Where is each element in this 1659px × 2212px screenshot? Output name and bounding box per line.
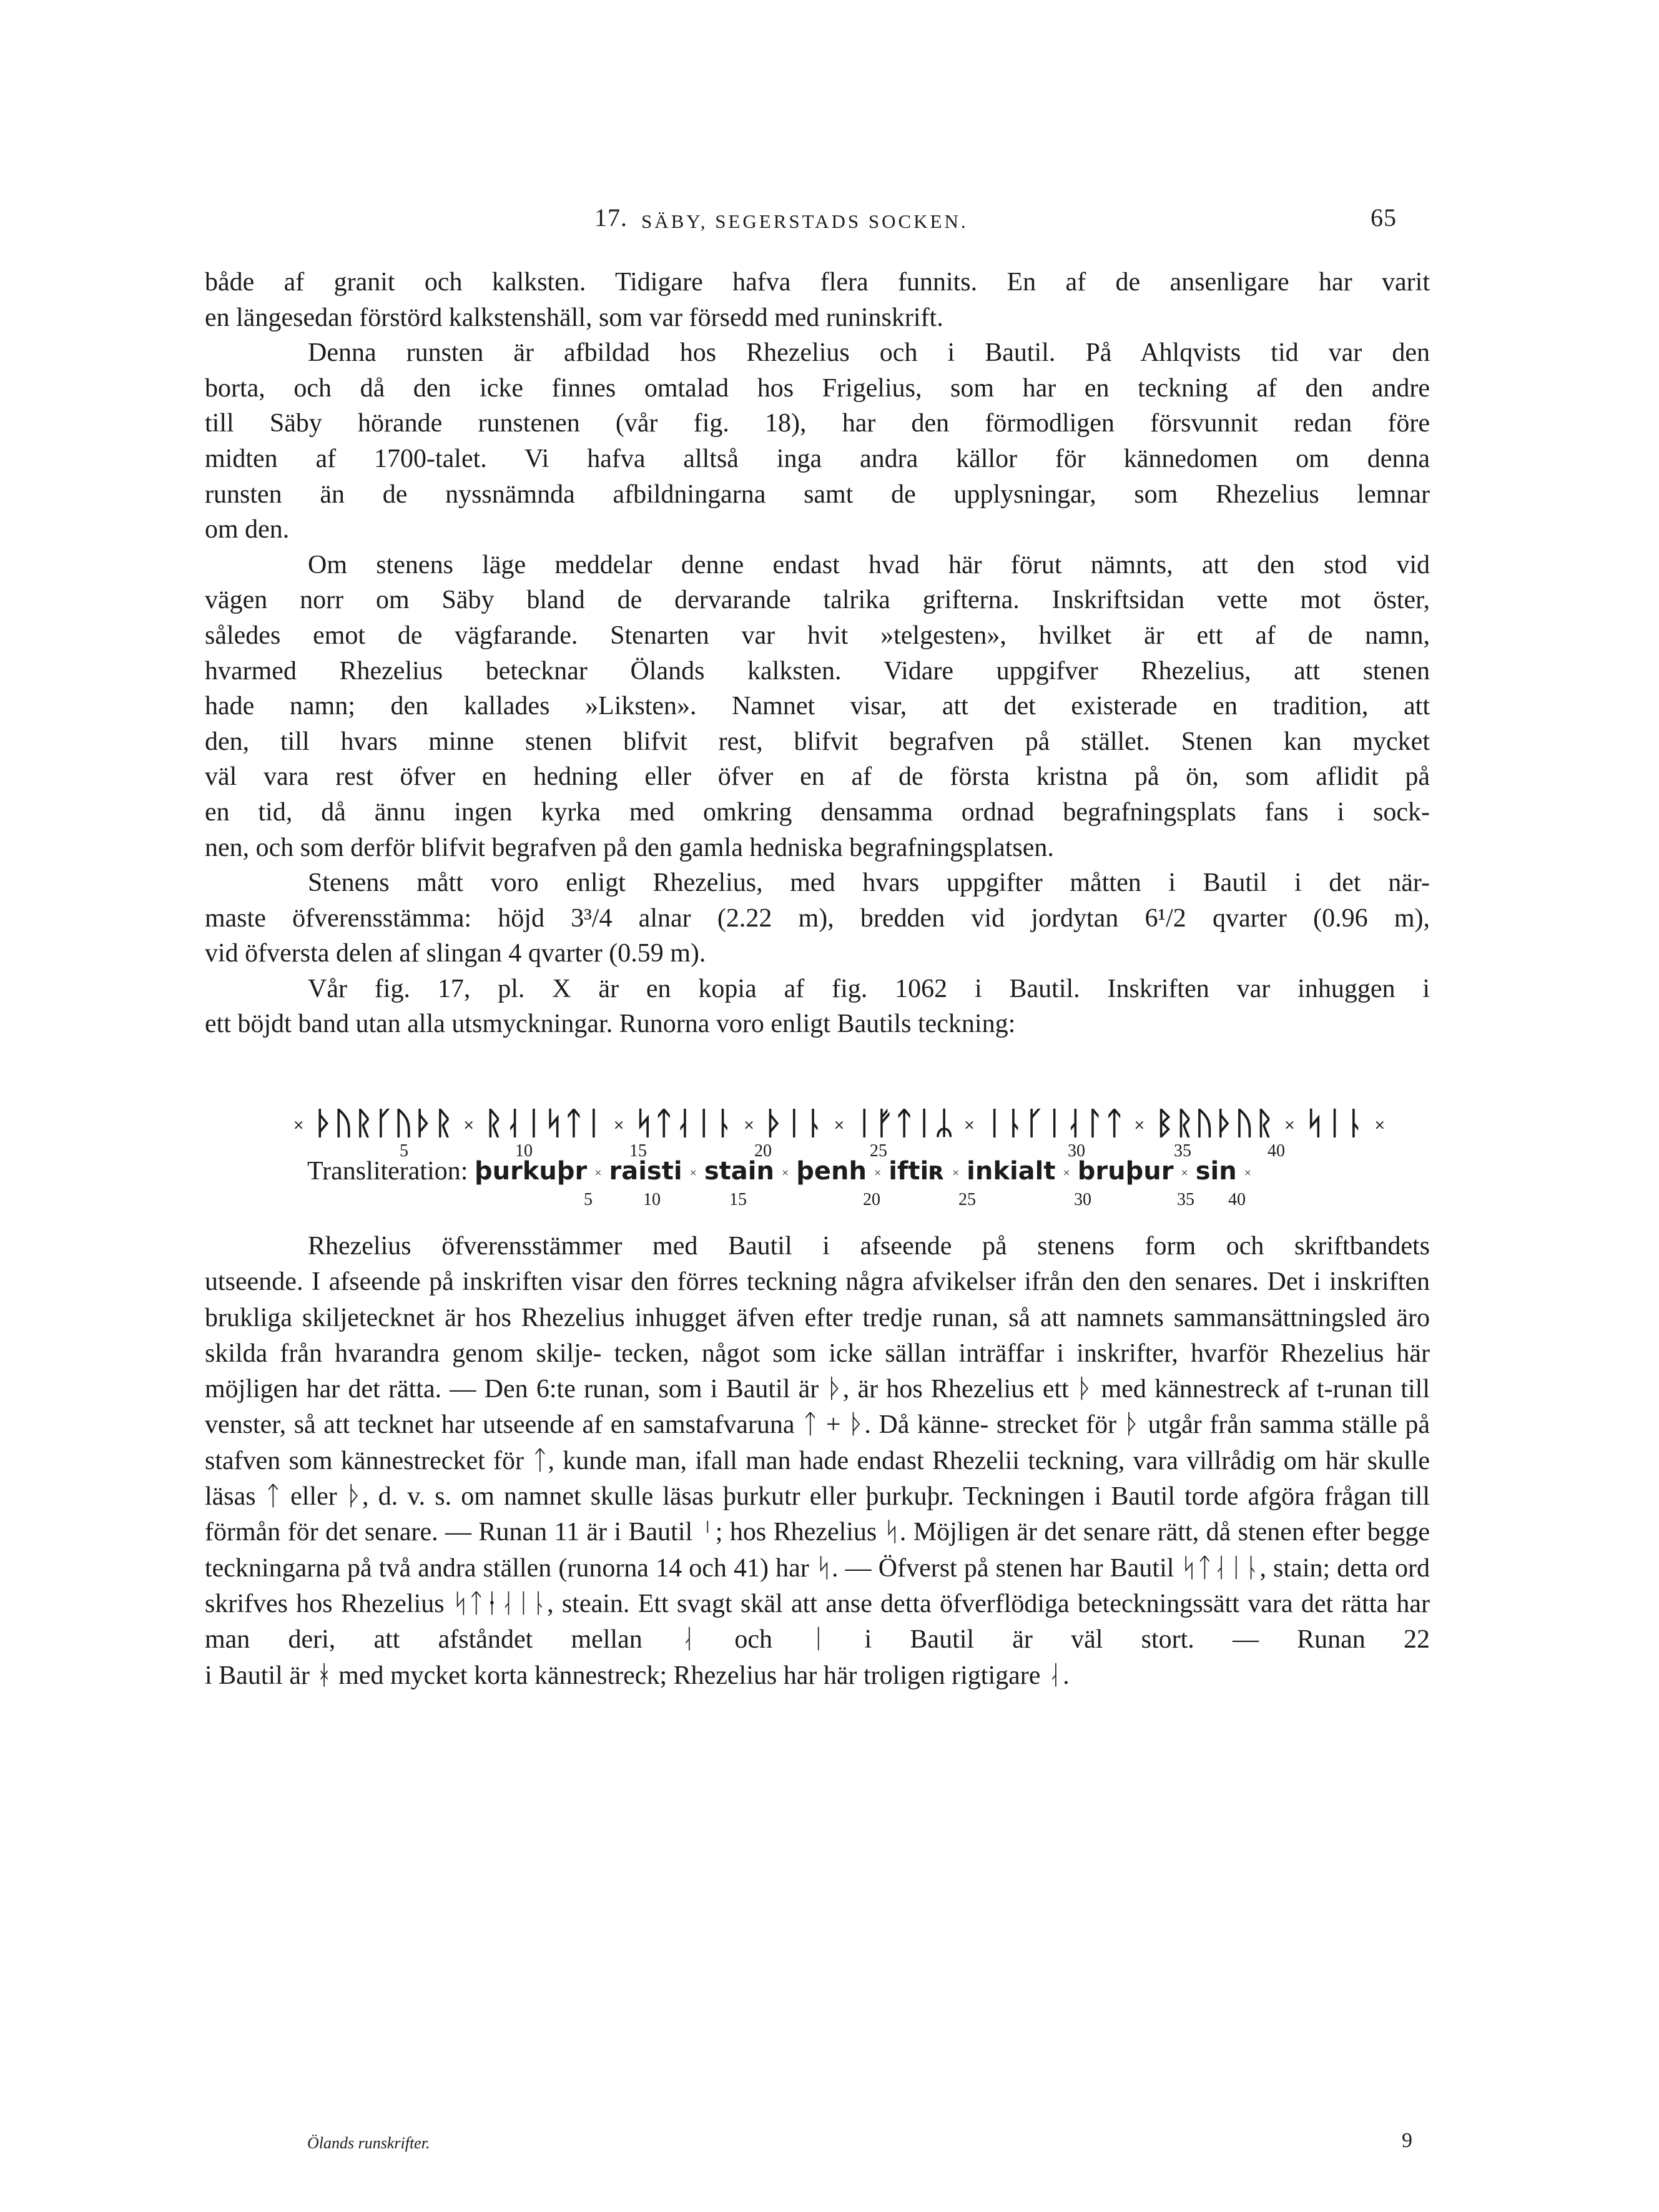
- translit-index: 25: [958, 1190, 976, 1209]
- text-line: en längesedan förstörd kalkstenshäll, som var försedd med runinskrift.: [205, 303, 943, 332]
- text-line: vid öfversta delen af slingan 4 qvarter (0.59 m).: [205, 939, 706, 968]
- paragraph-4: [205, 865, 1430, 901]
- text-line: strecket för ᚦ utgår från samma ställe på stafven som kännestrecket för ᛏ, kunde man,: [205, 1410, 1430, 1475]
- text-line: den senares. Det i inskriften brukliga skiljetecknet är hos Rhezelius inhugget äfven efter: [205, 1267, 1430, 1332]
- word-separator: ×: [963, 1118, 977, 1133]
- paragraph-4-cont: [205, 901, 1430, 971]
- paragraph-3: [205, 548, 1430, 583]
- chapter-number: 17.: [594, 204, 628, 232]
- translit-index: 35: [1177, 1190, 1194, 1209]
- text-line: Om stenens läge meddelar denne endast hvad här förut nämnts, att den stod vid: [308, 550, 1430, 579]
- runic-inscription: [284, 1105, 1439, 1141]
- rune-index: 40: [1268, 1141, 1285, 1161]
- translit-index: 10: [643, 1190, 661, 1209]
- paragraph-6: [205, 1229, 1430, 1264]
- text-line: väl vara rest öfver en hedning eller öfver en af de första kristna på ön, som aflidit på: [205, 762, 1430, 792]
- rune-index: 5: [400, 1141, 408, 1161]
- text-line: tecken, något som icke sällan inträffar i inskrifter, hvarför Rhezelius här möjligen har: [205, 1339, 1430, 1404]
- text-line: Rhezelius ᛋᛏᛂᛆᛁᚿ, steain. Ett svagt skäl att anse detta öfverflödiga beteckningssätt vara: [340, 1589, 1293, 1618]
- body-text-upper: [205, 265, 1430, 1042]
- text-line: en tid, då ännu ingen kyrka med omkring densamma ordnad begrafningsplats fans i sock-: [205, 797, 1430, 827]
- word-separator: ×: [1244, 1166, 1252, 1180]
- body-text-lower: [205, 1229, 1430, 1694]
- word-separator: ×: [833, 1118, 847, 1133]
- text-line: runsten än de nyssnämnda afbildningarna samt de upplysningar, som Rhezelius lemnar: [205, 479, 1430, 509]
- translit-word: raisti: [609, 1157, 682, 1186]
- word-separator: ×: [1063, 1166, 1070, 1180]
- text-line: det rätta har man deri, att afståndet mellan ᛆ och ᛁ i Bautil är väl stort. — Runan 22: [205, 1589, 1430, 1654]
- paragraph-5-cont: [205, 1006, 1430, 1042]
- word-separator: ×: [781, 1166, 789, 1180]
- rune-word: ᛋᛁᚿ: [1305, 1105, 1366, 1141]
- translit-index: 5: [584, 1190, 593, 1209]
- rune-index: 10: [515, 1141, 533, 1161]
- rune-word: ᛁᚿᚴᛁᛆᛚᛏ: [985, 1105, 1125, 1141]
- text-line: om den.: [205, 515, 290, 544]
- rune-index: 15: [629, 1141, 647, 1161]
- text-line: vägen norr om Säby bland de dervarande talrika grifterna. Inskriftsidan vette mot öster,: [205, 586, 1430, 615]
- word-separator: ×: [1284, 1118, 1297, 1133]
- paragraph-3-cont: [205, 582, 1430, 865]
- translit-word: stain: [704, 1157, 774, 1186]
- text-line: är det senare rätt, då stenen efter begge teckningarna på två andra ställen (runorna 14: [205, 1518, 1430, 1583]
- text-line: både af granit och kalksten. Tidigare hafva flera funnits. En af de ansenligare har varit: [205, 268, 1430, 297]
- source-title: Ölands runskrifter.: [307, 2134, 430, 2152]
- text-line: den, till hvars minne stenen blifvit rest, blifvit begrafven på stället. Stenen kan mycket: [205, 727, 1430, 756]
- text-line: Vår fig. 17, pl. X är en kopia af fig. 1062 i Bautil. Inskriften var inhuggen i: [308, 974, 1430, 1003]
- text-line: och 41) har ᛋ. — Öfverst på stenen har Bautil ᛋᛏᛆᛁᚿ, stain; detta ord skrifves hos: [205, 1553, 1430, 1618]
- rune-word: ᛋᛏᛆᛁᚿ: [634, 1105, 735, 1141]
- word-separator: ×: [952, 1166, 960, 1180]
- rune-word: ᚦᚢᚱᚴᚢᚦᚱ: [314, 1105, 455, 1141]
- word-separator: ×: [594, 1166, 602, 1180]
- rune-word: ᛒᚱᚢᚦᚢᚱ: [1155, 1105, 1276, 1141]
- text-line: Rhezelius öfverensstämmer med Bautil i afseende på stenens form och skriftbandets: [308, 1232, 1430, 1261]
- translit-numbering: [0, 1190, 1659, 1211]
- translit-word: iftiʀ: [889, 1157, 945, 1186]
- paragraph-2-cont: [205, 371, 1430, 548]
- transliteration-label: Transliteration:: [307, 1157, 468, 1186]
- translit-word: þenh: [796, 1157, 867, 1186]
- word-separator: ×: [743, 1118, 756, 1133]
- text-line: till Säby hörande runstenen (vår fig. 18), har den förmodligen försvunnit redan före: [205, 409, 1430, 438]
- text-line: således emot de vägfarande. Stenarten var hvit »telgesten», hvilket är ett af de namn,: [205, 621, 1430, 650]
- text-line: tredje runan, så att namnets sammansättningsled äro skilda från hvarandra genom skilje-: [205, 1303, 1430, 1368]
- word-separator: ×: [1181, 1166, 1188, 1180]
- translit-index: 30: [1074, 1190, 1091, 1209]
- paragraph-5: [205, 971, 1430, 1007]
- translit-index: 15: [729, 1190, 747, 1209]
- word-separator: ×: [874, 1166, 882, 1180]
- word-separator: ×: [293, 1118, 306, 1133]
- chapter-title: SÄBY, SEGERSTADS SOCKEN.: [641, 210, 968, 232]
- paragraph-1: [205, 265, 1430, 335]
- text-line: utseende. I afseende på inskriften visar den förres teckning några afvikelser ifrån den: [205, 1267, 1120, 1297]
- text-line: Denna runsten är afbildad hos Rhezelius och i Bautil. På Ahlqvists tid var den: [308, 338, 1430, 368]
- text-line: midten af 1700-talet. Vi hafva alltså inga andra källor för kännedomen om denna: [205, 444, 1430, 473]
- rune-index: 25: [870, 1141, 887, 1161]
- text-line: hade namn; den kallades »Liksten». Namnet visar, att det existerade en tradition, att: [205, 692, 1430, 721]
- translit-word: inkialt: [967, 1157, 1056, 1186]
- text-line: maste öfverensstämma: höjd 3³/4 alnar (2.22 m), bredden vid jordytan 6¹/2 qvarter (0.96 m),: [205, 903, 1430, 933]
- rune-index: 35: [1174, 1141, 1191, 1161]
- paragraph-2: [205, 335, 1430, 371]
- translit-index: 40: [1228, 1190, 1246, 1209]
- word-separator: ×: [1374, 1118, 1387, 1133]
- text-line: af t-runan till venster, så att tecknet har utseende af en samstafvaruna ᛏ + ᚦ. Då känne-: [205, 1375, 1430, 1440]
- text-line: det rätta. — Den 6:te runan, som i Bautil är ᚦ, är hos Rhezelius ett ᚦ med kännestreck: [348, 1375, 1280, 1404]
- rune-index: 30: [1068, 1141, 1085, 1161]
- page-number: 65: [1371, 204, 1397, 232]
- rune-word: ᚱᛆᛁᛋᛏᛁ: [484, 1105, 604, 1141]
- text-line: ifall man hade endast Rhezelii teckning, vara villrådig om här skulle läsas ᛏ eller ᚦ,: [205, 1446, 1430, 1512]
- text-line: borta, och då den icke finnes omtalad hos Frigelius, som har en teckning af den andre: [205, 373, 1430, 403]
- translit-word: bruþur: [1077, 1157, 1174, 1186]
- signature-mark: 9: [1402, 2129, 1412, 2152]
- text-line: hvarmed Rhezelius betecknar Ölands kalksten. Vidare uppgifver Rhezelius, att stenen: [205, 656, 1430, 686]
- transliteration-line: [307, 1156, 1259, 1186]
- text-line: Stenens mått voro enligt Rhezelius, med hvars uppgifter måtten i Bautil i det när-: [308, 868, 1430, 898]
- paragraph-6-cont: [205, 1264, 1430, 1694]
- text-line: ett böjdt band utan alla utsmyckningar. Runorna voro enligt Bautils teckning:: [205, 1010, 1016, 1039]
- rune-index: 20: [754, 1141, 772, 1161]
- rune-word: ᛁᚠᛏᛁᛦ: [855, 1105, 955, 1141]
- word-separator: ×: [1133, 1118, 1147, 1133]
- text-line: d. v. s. om namnet skulle läsas þurkutr eller þurkuþr. Teckningen i Bautil torde afgöra: [378, 1482, 1315, 1512]
- text-line: frågan till förmån för det senare. — Runan 11 är i Bautil ᛌ; hos Rhezelius ᛋ. Möjligen: [205, 1482, 1430, 1547]
- translit-index: 20: [863, 1190, 880, 1209]
- text-line: nen, och som derför blifvit begrafven på den gamla hedniska begrafningsplatsen.: [205, 833, 1054, 862]
- translit-word: þurkuþr: [474, 1157, 588, 1186]
- text-line: i Bautil är ᚼ med mycket korta kännestreck; Rhezelius har här troligen rigtigare ᛆ.: [205, 1661, 1070, 1690]
- word-separator: ×: [613, 1118, 626, 1133]
- word-separator: ×: [463, 1118, 476, 1133]
- translit-word: sin: [1195, 1157, 1237, 1186]
- rune-word: ᚦᛁᚿ: [764, 1105, 825, 1141]
- word-separator: ×: [689, 1166, 697, 1180]
